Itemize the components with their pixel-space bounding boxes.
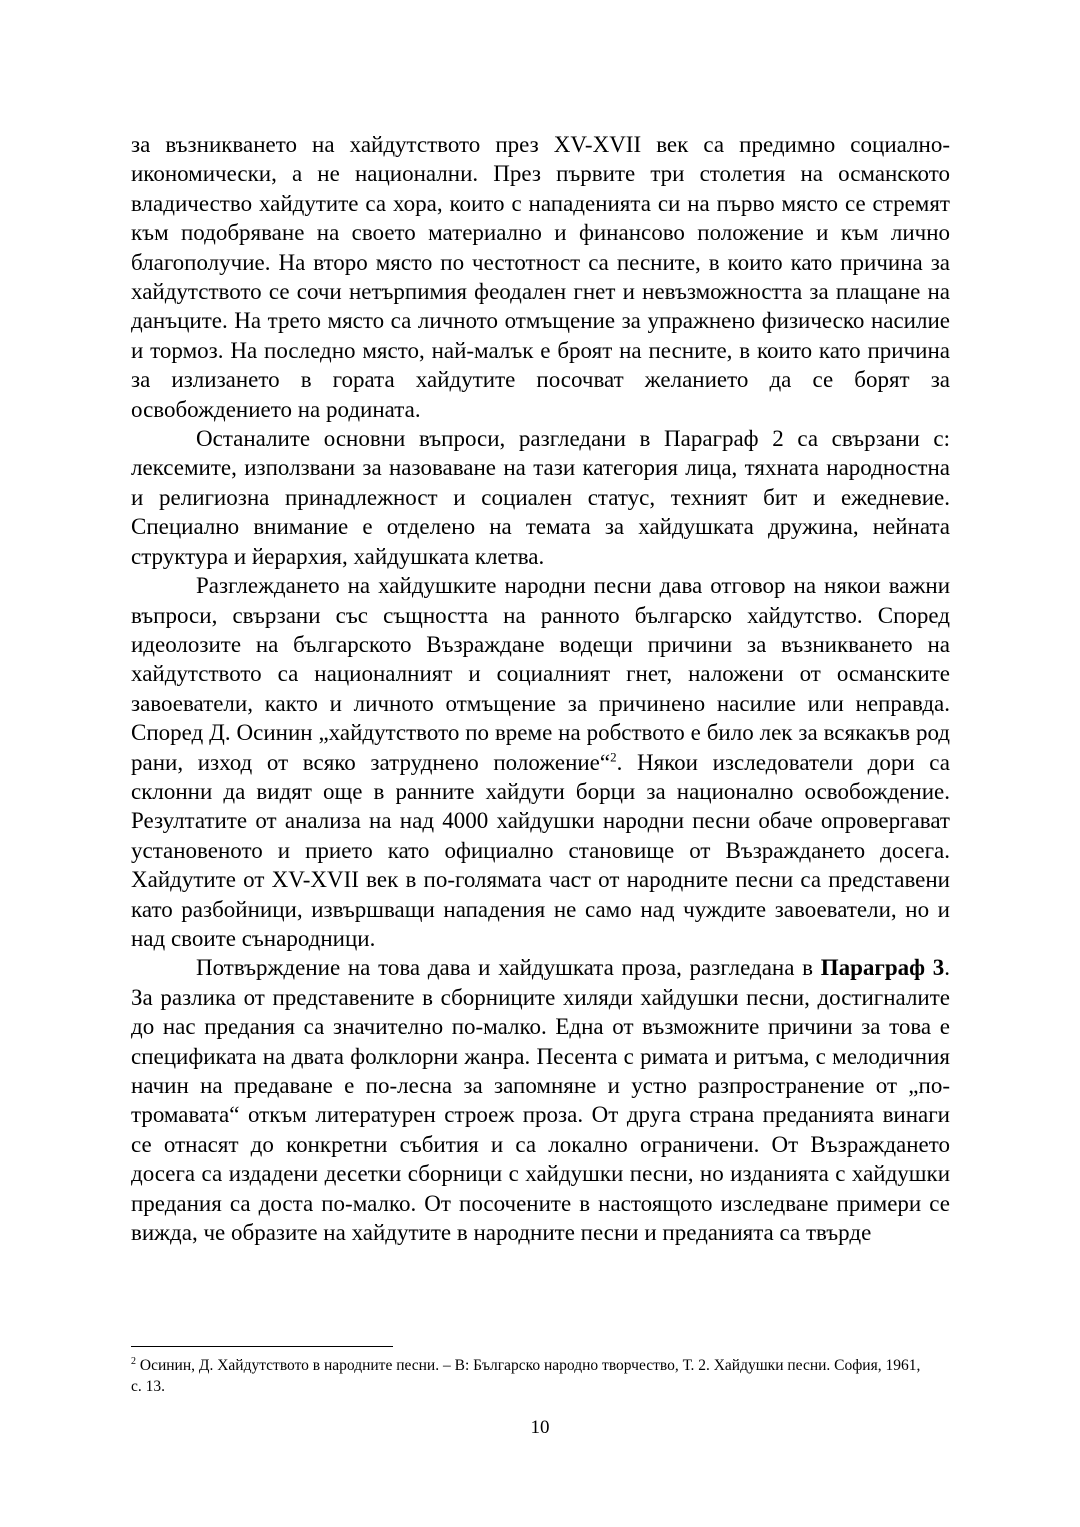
paragraph-2: Останалите основни въпроси, разгледани в Параграф 2 са свързани с: лексемите, използвани за назоваване на тази категория лица, тяхната народностна и религиозна принадлежност и социален статус, техният бит и ежедневие. Специално внимание е отделено на темата за хайдушката дружина, нейната структура и йерархия, хайдушката клетва.	[131, 426, 950, 569]
paragraph-4-text-rest: . За разлика от представените в сборниците хиляди хайдушки песни, достигналите до нас предания са значително по-малко. Една от възможните причини за това е спецификата на двата фолклорни жанра. Песента с римата и ритъма, с мелодичния начин на предаване е по-лесна за запомняне и устно разпространение от „по-тромавата“ откъм литературен строеж проза. От друга страна преданията винаги се отнасят до конкретни събития и са локално ограничени. От Възраждането досега са издадени десетки сборници с хайдушки песни, но изданията с хайдушки предания са доста по-малко. От посочените в настоящото изследване примери се вижда, че образите на хайдутите в народните песни и преданията са твърде	[131, 955, 950, 1246]
paragraph-1: за възникването на хайдутството през XV-XVII век са предимно социално-икономически, а не национални. През първите три столетия на османското владичество хайдутите са хора, които с нападенията си на първо място се стремят към подобряване на своето материално и финансово положение и към лично благополучие. На второ място по честотност са песните, в които като причина за хайдутството се сочи нетърпимия феодален гнет и невъзможността за плащане на данъците. На трето място са личното отмъщение за упражнено физическо насилие и тормоз. На последно място, най-малък е броят на песните, в които като причина за излизането в гората хайдутите посочват желанието да се борят за освобождението на родината.	[131, 132, 950, 422]
footnote-text: Осинин, Д. Хайдутството в народните песни. – В: Българско народно творчество, Т. 2. Хайдушки песни. София, 1961, с. 13.	[131, 1357, 921, 1395]
footnote-marker: 2	[131, 1355, 136, 1367]
paragraph-3	[131, 571, 950, 953]
paragraph-3-text-start: Разглеждането на хайдушките народни песни дава отговор на някои важни въпроси, свързани със същността на ранното българско хайдутство. Според идеолозите на българското Възраждане водещи причини за възникването на хайдутството са националният и социалният гнет, наложени от османските завоеватели, както и личното отмъщение за причинено насилие или неправда. Според Д. Осинин „хайдутството по време на робството е било лек за всякакъв род рани, изход от всяко затруднено положение“	[131, 573, 950, 775]
footnote-reference[interactable]: 2	[610, 748, 617, 764]
paragraph-4	[131, 953, 950, 1247]
paragraph-3-text-end: . Някои изследователи дори са склонни да видят още в ранните хайдути борци за национално освобождение. Резултатите от анализа на над 4000 хайдушки народни песни обаче опровергават установеното и прието като официално становище от Възраждането досега. Хайдутите от XV-XVII век в по-голямата част от народните песни са представени като разбойници, извършващи нападения не само над чуждите завоеватели, но и над своите сънародници.	[131, 749, 950, 951]
footnote	[131, 1355, 931, 1397]
page-number: 10	[530, 1417, 550, 1438]
paragraph-4-text-start: Потвърждение на това дава и хайдушката проза, разгледана в	[196, 955, 821, 981]
footnote-separator	[131, 1346, 393, 1347]
paragraph-4-bold-term: Параграф 3	[820, 955, 945, 981]
document-body	[131, 130, 950, 1247]
